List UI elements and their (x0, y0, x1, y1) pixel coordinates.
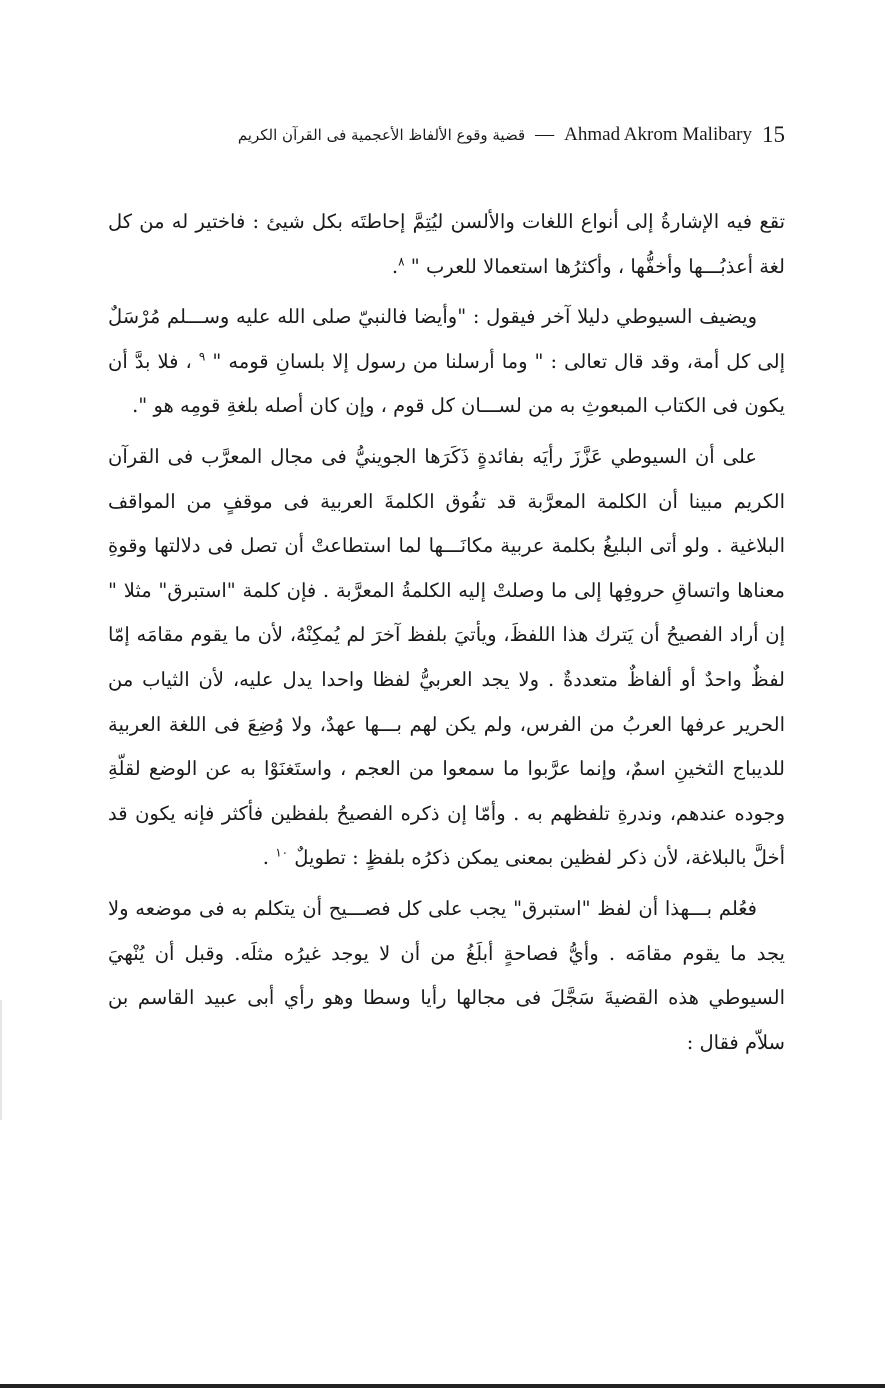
paragraph-3-tail: . (262, 846, 276, 870)
running-header (110, 118, 785, 152)
paragraph-1: تقع فيه الإشارةُ إلى أنواع اللغات والألسن ليُتِمَّ إحاطتَه بكل شيئ : فاختير له من كل لغة أعذبُـــها وأخفُّها ، وأكثرُها استعمالا للعرب " $^٨$. (108, 210, 785, 278)
paragraph-2-continuation: ، فلا بدَّ أن يكون فى الكتاب المبعوثِ به من لســـان كل قوم ، وإن كان أصله بلغةِ قومِه هو ". (108, 349, 785, 418)
page-number: 15 (762, 122, 785, 147)
body-text (108, 200, 785, 1071)
paragraph-4-text: فعُلم بـــهذا أن لفظ "استبرق" يجب على كل فصـــيح أن يتكلم به فى موضعه ولا يجد ما يقوم مقامَه . وأيُّ فصاحةٍ أبلَغُ من أن لا يوجد غيرُه مثلَه. وقبل أن يُنْهيَ السيوطي هذه القضيةَ سَجَّلَ فى مجالها رأيا وسطا وهو رأي أبى عبيد القاسم بن سلاّم فقال : (108, 896, 785, 1054)
footnote-marker-8: ٨ (398, 254, 405, 269)
paragraph-3-text: على أن السيوطي عَزَّزَ رأيَه بفائدةٍ ذَكَرَها الجوينيُّ فى مجال المعرَّب فى القرآن الكريم مبينا أن الكلمة المعرَّبة قد تفُوق الكلمةَ العربية فى موقفٍ من المواقف البلاغية . ولو أتى البليغُ بكلمة عربية مكانَـــها لما استطاعتْ أن تصل فى دلالتها وقوةِ معناها واتساقِ حروفِها إلى ما وصلتْ إليه الكلمةُ المعرَّبة . فإن كلمة "استبرق" مثلا " إن أراد الفصيحُ أن يَترك هذا اللفظَ، ويأتيَ بلفظ آخرَ لم يُمكِنْهُ، لأن ما يقوم مقامَه إمّا لفظٌ واحدٌ أو ألفاظٌ متعددةٌ . ولا يجد العربيُّ لفظا واحدا يدل عليه، لأن الثياب من الحرير عرفها العربُ من الفرس، ولم يكن لهم بـــها عهدٌ، ولا وُضِعَ فى اللغة العربية للديباج الثخينِ اسمٌ، وإنما عرَّبوا ما سمعوا من العجم ، واستَغنَوْا به عن الوضع لقلّةِ وجوده عندهم، وندرةِ تلفظهم به . وأمّا إن ذكره الفصيحُ بلفظين فأكثر فإنه يكون قد أخلَّ بالبلاغة، لأن ذكر لفظين بمعنى يمكن ذكرُه بلفظٍ : تطويلٌ (108, 444, 785, 870)
footnote-marker-10: ١٠ (275, 845, 289, 860)
paragraph-2 (108, 295, 785, 429)
footnote-marker-9: ٩ (198, 349, 206, 364)
paragraph-1-text: تقع فيه الإشارةُ إلى أنواع اللغات والألسن ليُتِمَّ إحاطتَه بكل شيئ : فاختير له من كل لغة أعذبُـــها وأخفُّها ، وأكثرُها استعمالا للعرب " (108, 210, 785, 278)
paragraph-4 (108, 887, 785, 1065)
paragraph-3 (108, 435, 785, 881)
paragraph-2-text: ويضيف السيوطي دليلا آخر فيقول : "وأيضا فالنبيّ صلى الله عليه وســـلم مُرْسَلٌ إلى كل أمة، وقد قال تعالى : " وما أرسلنا من رسول إلا بلسانِ قومه " (108, 305, 786, 373)
scan-edge-mark (0, 1000, 2, 1120)
author-name: Ahmad Akrom Malibary (564, 124, 752, 145)
article-title: قضية وقوع الألفاظ الأعجمية فى القرآن الكريم (237, 126, 526, 144)
header-separator: — (535, 124, 555, 145)
page-bottom-edge (0, 1384, 885, 1388)
